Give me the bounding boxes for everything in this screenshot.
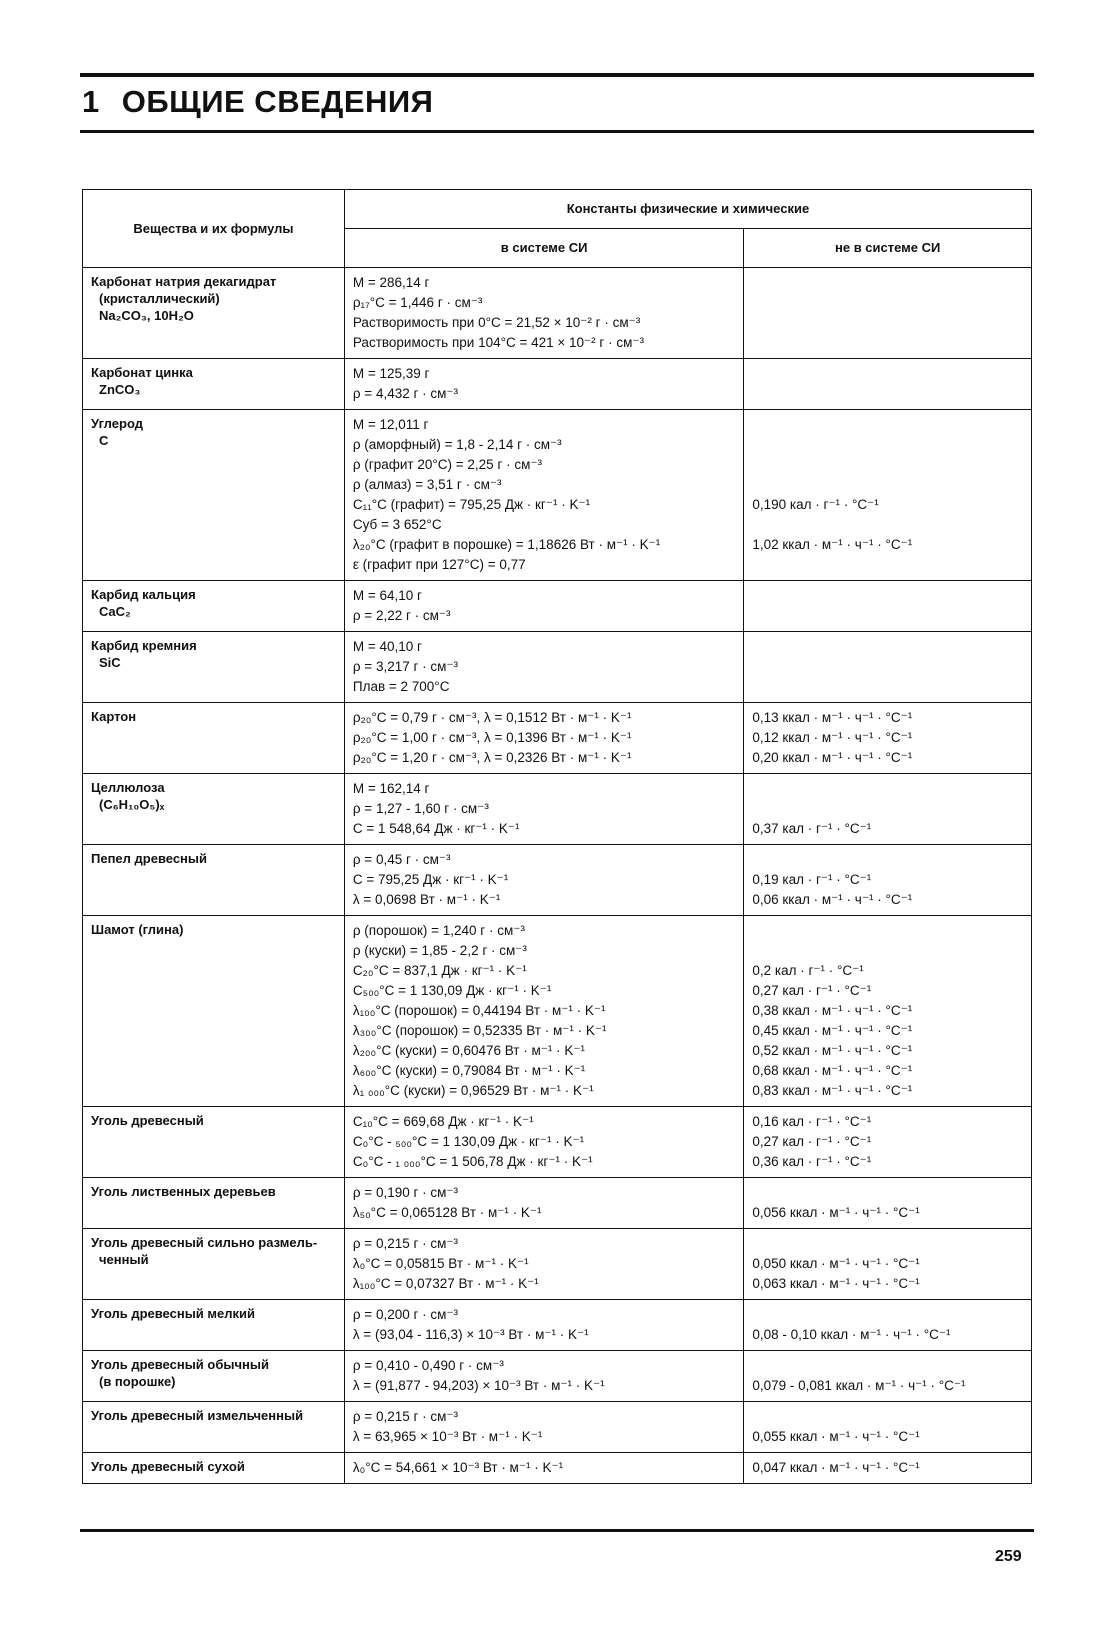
si-cell	[344, 1229, 744, 1300]
substance-line: Карбид кремния	[91, 638, 197, 653]
substance-line: ZnCO₃	[99, 382, 141, 397]
substance-line: Целлюлоза	[91, 780, 165, 795]
substance-line: Уголь лиственных деревьев	[91, 1184, 276, 1199]
table-row	[83, 268, 1032, 359]
footer-rule	[80, 1529, 1034, 1532]
substance-line: Уголь древесный измельченный	[91, 1408, 304, 1423]
nonsi-cell	[744, 1107, 1032, 1178]
substance-cell	[83, 1300, 345, 1351]
nonsi-value	[752, 364, 1023, 384]
table-body	[83, 268, 1032, 1484]
si-value: ρ (порошок) = 1,240 г · см⁻³	[352, 923, 525, 938]
substance-line: Уголь древесный обычный	[91, 1357, 269, 1372]
substance-line: Уголь древесный	[91, 1113, 204, 1128]
si-cell	[344, 703, 744, 774]
section-heading	[82, 84, 433, 120]
si-value: ρ = 0,200 г · см⁻³	[352, 1307, 459, 1322]
si-cell	[344, 1453, 744, 1484]
si-value: C = 795,25 Дж · кг⁻¹ · K⁻¹	[352, 872, 509, 887]
si-value: ρ₂₀°C = 1,20 г · см⁻³, λ = 0,2326 Вт · м⁻¹ · K⁻¹	[352, 750, 632, 765]
table-row	[83, 1300, 1032, 1351]
si-value: λ₀°C = 0,05815 Вт · м⁻¹ · K⁻¹	[352, 1256, 529, 1271]
nonsi-cell	[744, 1402, 1032, 1453]
si-cell	[344, 774, 744, 845]
substance-cell	[83, 916, 345, 1107]
nonsi-value: 0,13 ккал · м⁻¹ · ч⁻¹ · °C⁻¹	[752, 710, 913, 725]
table-row	[83, 703, 1032, 774]
nonsi-value: 0,38 ккал · м⁻¹ · ч⁻¹ · °C⁻¹	[752, 1003, 913, 1018]
table-row	[83, 1351, 1032, 1402]
nonsi-value	[752, 921, 1023, 941]
nonsi-value	[752, 799, 1023, 819]
substance-line: Na₂CO₃, 10H₂O	[99, 308, 194, 323]
substance-cell	[83, 410, 345, 581]
substance-cell	[83, 1453, 345, 1484]
top-rule	[80, 73, 1034, 77]
header-constants: Константы физические и химические	[344, 190, 1031, 229]
nonsi-cell	[744, 410, 1032, 581]
substance-cell	[83, 845, 345, 916]
table-row	[83, 774, 1032, 845]
nonsi-value: 0,063 ккал · м⁻¹ · ч⁻¹ · °C⁻¹	[752, 1276, 920, 1291]
nonsi-value: 0,27 кал · г⁻¹ · °C⁻¹	[752, 1134, 872, 1149]
si-value: ε (графит при 127°C) = 0,77	[352, 557, 526, 572]
substance-line: Карбид кальция	[91, 587, 196, 602]
page-number: 259	[995, 1548, 1022, 1565]
nonsi-cell	[744, 845, 1032, 916]
nonsi-value: 0,68 ккал · м⁻¹ · ч⁻¹ · °C⁻¹	[752, 1063, 913, 1078]
nonsi-value	[752, 677, 1023, 697]
nonsi-value: 0,06 ккал · м⁻¹ · ч⁻¹ · °C⁻¹	[752, 892, 913, 907]
si-cell	[344, 268, 744, 359]
si-value: C₂₀°C = 837,1 Дж · кг⁻¹ · K⁻¹	[352, 963, 527, 978]
nonsi-value	[752, 779, 1023, 799]
table-row	[83, 1453, 1032, 1484]
substance-cell	[83, 581, 345, 632]
si-value: C₁₁°C (графит) = 795,25 Дж · кг⁻¹ · K⁻¹	[352, 497, 591, 512]
nonsi-cell	[744, 1300, 1032, 1351]
nonsi-value: 0,27 кал · г⁻¹ · °C⁻¹	[752, 983, 872, 998]
si-value: λ₂₀₀°C (куски) = 0,60476 Вт · м⁻¹ · K⁻¹	[352, 1043, 586, 1058]
si-value: ρ = 0,215 г · см⁻³	[352, 1236, 459, 1251]
si-value: M = 12,011 г	[352, 417, 429, 432]
substance-line: Уголь древесный сухой	[91, 1459, 245, 1474]
table-row	[83, 1107, 1032, 1178]
nonsi-value: 0,45 ккал · м⁻¹ · ч⁻¹ · °C⁻¹	[752, 1023, 913, 1038]
nonsi-value: 0,079 - 0,081 ккал · м⁻¹ · ч⁻¹ · °C⁻¹	[752, 1378, 966, 1393]
nonsi-value	[752, 475, 1023, 495]
nonsi-cell	[744, 1351, 1032, 1402]
substance-line: Шамот (глина)	[91, 922, 184, 937]
substance-cell	[83, 1107, 345, 1178]
substance-cell	[83, 1351, 345, 1402]
si-value: C₀°C - ₅₀₀°C = 1 130,09 Дж · кг⁻¹ · K⁻¹	[352, 1134, 585, 1149]
nonsi-value: 0,20 ккал · м⁻¹ · ч⁻¹ · °C⁻¹	[752, 750, 913, 765]
nonsi-value: 0,16 кал · г⁻¹ · °C⁻¹	[752, 1114, 872, 1129]
si-value: Суб = 3 652°C	[352, 517, 442, 532]
nonsi-value	[752, 515, 1023, 535]
si-value: ρ₂₀°C = 1,00 г · см⁻³, λ = 0,1396 Вт · м⁻¹ · K⁻¹	[352, 730, 632, 745]
si-value: M = 64,10 г	[352, 588, 422, 603]
nonsi-cell	[744, 1178, 1032, 1229]
nonsi-value: 0,050 ккал · м⁻¹ · ч⁻¹ · °C⁻¹	[752, 1256, 920, 1271]
nonsi-value: 0,08 - 0,10 ккал · м⁻¹ · ч⁻¹ · °C⁻¹	[752, 1327, 951, 1342]
si-value: ρ = 4,432 г · см⁻³	[352, 386, 459, 401]
nonsi-value	[752, 333, 1023, 353]
table-row	[83, 1229, 1032, 1300]
si-value: ρ = 0,215 г · см⁻³	[352, 1409, 459, 1424]
substance-line: (C₆H₁₀O₅)ₓ	[99, 797, 165, 812]
table-row	[83, 916, 1032, 1107]
si-value: λ₁ ₀₀₀°C (куски) = 0,96529 Вт · м⁻¹ · K⁻¹	[352, 1083, 594, 1098]
nonsi-value: 0,52 ккал · м⁻¹ · ч⁻¹ · °C⁻¹	[752, 1043, 913, 1058]
nonsi-value: 0,83 ккал · м⁻¹ · ч⁻¹ · °C⁻¹	[752, 1083, 913, 1098]
si-cell	[344, 410, 744, 581]
nonsi-cell	[744, 1453, 1032, 1484]
si-cell	[344, 1300, 744, 1351]
si-value: λ = 63,965 × 10⁻³ Вт · м⁻¹ · K⁻¹	[352, 1429, 543, 1444]
substance-cell	[83, 268, 345, 359]
nonsi-value	[752, 941, 1023, 961]
header-si: в системе СИ	[344, 229, 744, 268]
si-value: λ₅₀°C = 0,065128 Вт · м⁻¹ · K⁻¹	[352, 1205, 542, 1220]
substance-line: Уголь древесный сильно размель-	[91, 1235, 318, 1250]
si-value: ρ (графит 20°C) = 2,25 г · см⁻³	[352, 457, 542, 472]
nonsi-value	[752, 1407, 1023, 1427]
table-row	[83, 410, 1032, 581]
substance-cell	[83, 359, 345, 410]
substance-cell	[83, 1402, 345, 1453]
si-value: ρ = 0,410 - 0,490 г · см⁻³	[352, 1358, 504, 1373]
nonsi-value	[752, 657, 1023, 677]
nonsi-cell	[744, 581, 1032, 632]
si-value: C = 1 548,64 Дж · кг⁻¹ · K⁻¹	[352, 821, 520, 836]
si-value: ρ (куски) = 1,85 - 2,2 г · см⁻³	[352, 943, 527, 958]
substance-cell	[83, 632, 345, 703]
substance-line: Пепел древесный	[91, 851, 208, 866]
si-cell	[344, 916, 744, 1107]
section-title: ОБЩИЕ СВЕДЕНИЯ	[121, 84, 434, 119]
header-nonsi: не в системе СИ	[744, 229, 1032, 268]
nonsi-cell	[744, 774, 1032, 845]
nonsi-value	[752, 313, 1023, 333]
si-cell	[344, 632, 744, 703]
table-row	[83, 632, 1032, 703]
si-value: ρ (алмаз) = 3,51 г · см⁻³	[352, 477, 502, 492]
si-value: λ = 0,0698 Вт · м⁻¹ · K⁻¹	[352, 892, 501, 907]
si-value: ρ = 0,45 г · см⁻³	[352, 852, 451, 867]
si-value: λ₁₀₀°C (порошок) = 0,44194 Вт · м⁻¹ · K⁻¹	[352, 1003, 606, 1018]
si-cell	[344, 1107, 744, 1178]
si-cell	[344, 1351, 744, 1402]
substance-line: (в порошке)	[99, 1374, 176, 1389]
nonsi-value: 0,055 ккал · м⁻¹ · ч⁻¹ · °C⁻¹	[752, 1429, 920, 1444]
si-value: λ₃₀₀°C (порошок) = 0,52335 Вт · м⁻¹ · K⁻¹	[352, 1023, 607, 1038]
si-value: C₁₀°C = 669,68 Дж · кг⁻¹ · K⁻¹	[352, 1114, 534, 1129]
si-value: λ₁₀₀°C = 0,07327 Вт · м⁻¹ · K⁻¹	[352, 1276, 539, 1291]
si-value: λ = (93,04 - 116,3) × 10⁻³ Вт · м⁻¹ · K⁻¹	[352, 1327, 589, 1342]
substance-line: CaC₂	[99, 604, 131, 619]
nonsi-value	[752, 455, 1023, 475]
nonsi-value	[752, 1234, 1023, 1254]
si-value: Плав = 2 700°C	[352, 679, 450, 694]
nonsi-cell	[744, 359, 1032, 410]
substance-cell	[83, 774, 345, 845]
si-value: Растворимость при 0°C = 21,52 × 10⁻² г · см⁻³	[352, 315, 641, 330]
si-cell	[344, 359, 744, 410]
si-cell	[344, 845, 744, 916]
nonsi-value	[752, 555, 1023, 575]
si-cell	[344, 581, 744, 632]
nonsi-value	[752, 1305, 1023, 1325]
substance-line: C	[99, 433, 109, 448]
nonsi-value: 0,056 ккал · м⁻¹ · ч⁻¹ · °C⁻¹	[752, 1205, 920, 1220]
nonsi-value: 0,190 кал · г⁻¹ · °C⁻¹	[752, 497, 879, 512]
si-value: ρ₂₀°C = 0,79 г · см⁻³, λ = 0,1512 Вт · м⁻¹ · K⁻¹	[352, 710, 632, 725]
nonsi-value: 0,2 кал · г⁻¹ · °C⁻¹	[752, 963, 864, 978]
nonsi-value: 0,36 кал · г⁻¹ · °C⁻¹	[752, 1154, 872, 1169]
substance-line: (кристаллический)	[99, 291, 220, 306]
nonsi-cell	[744, 703, 1032, 774]
nonsi-value: 0,19 кал · г⁻¹ · °C⁻¹	[752, 872, 872, 887]
substance-line: Карбонат натрия декагидрат	[91, 274, 277, 289]
nonsi-value	[752, 606, 1023, 626]
substance-cell	[83, 1178, 345, 1229]
nonsi-cell	[744, 1229, 1032, 1300]
table-row	[83, 359, 1032, 410]
table-row	[83, 1178, 1032, 1229]
substance-cell	[83, 703, 345, 774]
si-value: Растворимость при 104°C = 421 × 10⁻² г · см⁻³	[352, 335, 644, 350]
si-value: λ₂₀°C (графит в порошке) = 1,18626 Вт · м⁻¹ · K⁻¹	[352, 537, 661, 552]
nonsi-value	[752, 384, 1023, 404]
heading-rule	[80, 130, 1034, 133]
nonsi-cell	[744, 916, 1032, 1107]
substance-line: Картон	[91, 709, 137, 724]
nonsi-value	[752, 850, 1023, 870]
substance-line: SiC	[99, 655, 121, 670]
table-row	[83, 845, 1032, 916]
si-value: ρ = 3,217 г · см⁻³	[352, 659, 459, 674]
si-value: ρ (аморфный) = 1,8 - 2,14 г · см⁻³	[352, 437, 562, 452]
substance-line: Углерод	[91, 416, 143, 431]
si-value: ρ = 1,27 - 1,60 г · см⁻³	[352, 801, 489, 816]
si-value: ρ₁₇°C = 1,446 г · см⁻³	[352, 295, 483, 310]
si-value: M = 162,14 г	[352, 781, 430, 796]
nonsi-value	[752, 415, 1023, 435]
si-value: λ = (91,877 - 94,203) × 10⁻³ Вт · м⁻¹ · K⁻¹	[352, 1378, 605, 1393]
si-value: M = 125,39 г	[352, 366, 430, 381]
nonsi-value	[752, 1183, 1023, 1203]
nonsi-value	[752, 1356, 1023, 1376]
nonsi-value: 1,02 ккал · м⁻¹ · ч⁻¹ · °C⁻¹	[752, 537, 913, 552]
substance-line: ченный	[99, 1252, 149, 1267]
si-value: ρ = 0,190 г · см⁻³	[352, 1185, 459, 1200]
si-cell	[344, 1178, 744, 1229]
table-row	[83, 581, 1032, 632]
si-value: C₀°C - ₁ ₀₀₀°C = 1 506,78 Дж · кг⁻¹ · K⁻¹	[352, 1154, 593, 1169]
nonsi-value: 0,047 ккал · м⁻¹ · ч⁻¹ · °C⁻¹	[752, 1460, 920, 1475]
nonsi-value	[752, 293, 1023, 313]
nonsi-value	[752, 435, 1023, 455]
nonsi-value	[752, 273, 1023, 293]
nonsi-cell	[744, 632, 1032, 703]
nonsi-value: 0,37 кал · г⁻¹ · °C⁻¹	[752, 821, 872, 836]
substance-cell	[83, 1229, 345, 1300]
constants-table	[82, 189, 1032, 1484]
si-value: M = 286,14 г	[352, 275, 430, 290]
nonsi-value	[752, 586, 1023, 606]
si-value: M = 40,10 г	[352, 639, 422, 654]
header-substance: Вещества и их формулы	[83, 190, 345, 268]
section-number: 1	[82, 84, 100, 119]
si-value: ρ = 2,22 г · см⁻³	[352, 608, 451, 623]
nonsi-cell	[744, 268, 1032, 359]
substance-line: Уголь древесный мелкий	[91, 1306, 255, 1321]
si-value: C₅₀₀°C = 1 130,09 Дж · кг⁻¹ · K⁻¹	[352, 983, 552, 998]
si-value: λ₀°C = 54,661 × 10⁻³ Вт · м⁻¹ · K⁻¹	[352, 1460, 564, 1475]
si-value: λ₆₀₀°C (куски) = 0,79084 Вт · м⁻¹ · K⁻¹	[352, 1063, 586, 1078]
si-cell	[344, 1402, 744, 1453]
nonsi-value: 0,12 ккал · м⁻¹ · ч⁻¹ · °C⁻¹	[752, 730, 913, 745]
table-row	[83, 1402, 1032, 1453]
substance-line: Карбонат цинка	[91, 365, 193, 380]
nonsi-value	[752, 637, 1023, 657]
